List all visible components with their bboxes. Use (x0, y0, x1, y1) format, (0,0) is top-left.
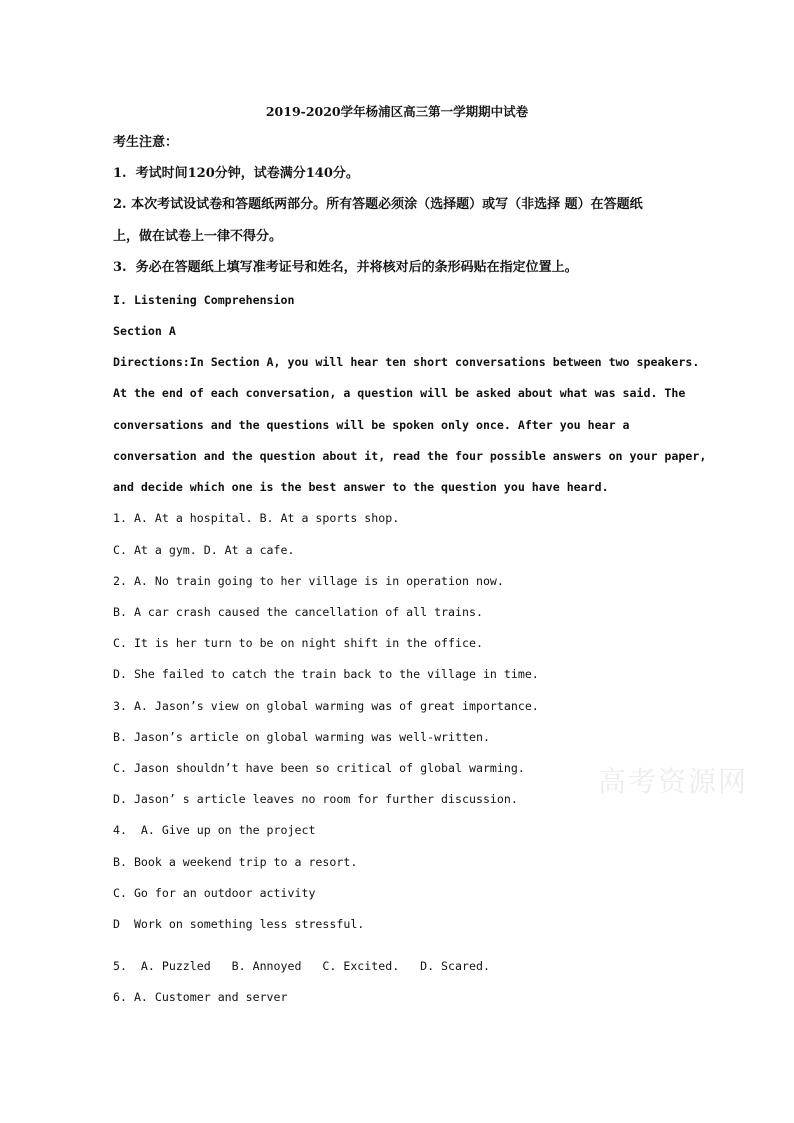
notice-item-2-line-2: 上，做在试卷上一律不得分。 (113, 229, 283, 244)
question-line: B. Book a weekend trip to a resort. (113, 855, 358, 869)
question-line: 2. A. No train going to her village is in operation now. (113, 574, 504, 588)
notice-item-3: 3. 务必在答题纸上填写准考证号和姓名，并将核对后的条形码贴在指定位置上。 (113, 260, 578, 275)
question-line: C. At a gym. D. At a cafe. (113, 543, 295, 557)
directions-line: At the end of each conversation, a question will be asked about what was said. The (113, 386, 686, 400)
watermark: 高考资源网 (598, 765, 749, 798)
directions-line: conversations and the questions will be spoken only once. After you hear a (113, 418, 630, 432)
notice-item-1: 1. 考试时间120分钟，试卷满分140分。 (113, 166, 359, 181)
question-line: D. Jason’ s article leaves no room for further discussion. (113, 792, 518, 806)
question-line: C. Go for an outdoor activity (113, 886, 316, 900)
question-line: 6. A. Customer and server (113, 990, 288, 1004)
directions-line: conversation and the question about it, read the four possible answers on your paper, (113, 449, 707, 463)
question-line: 5. A. Puzzled B. Annoyed C. Excited. D. Scared. (113, 959, 490, 973)
section-title: Section A (113, 324, 176, 338)
directions-line: Directions:In Section A, you will hear ten short conversations between two speakers. (113, 355, 700, 369)
notice-heading: 考生注意： (113, 135, 179, 150)
question-line: 4. A. Give up on the project (113, 823, 316, 837)
question-line: C. It is her turn to be on night shift in the office. (113, 636, 483, 650)
page-title: 2019-2020学年杨浦区高三第一学期期中试卷 (265, 104, 529, 119)
question-line: B. A car crash caused the cancellation of all trains. (113, 605, 483, 619)
question-line: D. She failed to catch the train back to the village in time. (113, 667, 539, 681)
directions-line: and decide which one is the best answer to the question you have heard. (113, 480, 609, 494)
question-line: B. Jason’s article on global warming was well-written. (113, 730, 490, 744)
part-title: I. Listening Comprehension (113, 293, 295, 307)
question-line: 3. A. Jason’s view on global warming was of great importance. (113, 699, 539, 713)
question-line: C. Jason shouldn’t have been so critical of global warming. (113, 761, 525, 775)
notice-item-2-line-1: 2. 本次考试设试卷和答题纸两部分。所有答题必须涂（选择题）或写（非选择 题）在答题纸 (113, 197, 643, 212)
question-line: 1. A. At a hospital. B. At a sports shop. (113, 511, 400, 525)
question-line: D Work on something less stressful. (113, 917, 365, 931)
